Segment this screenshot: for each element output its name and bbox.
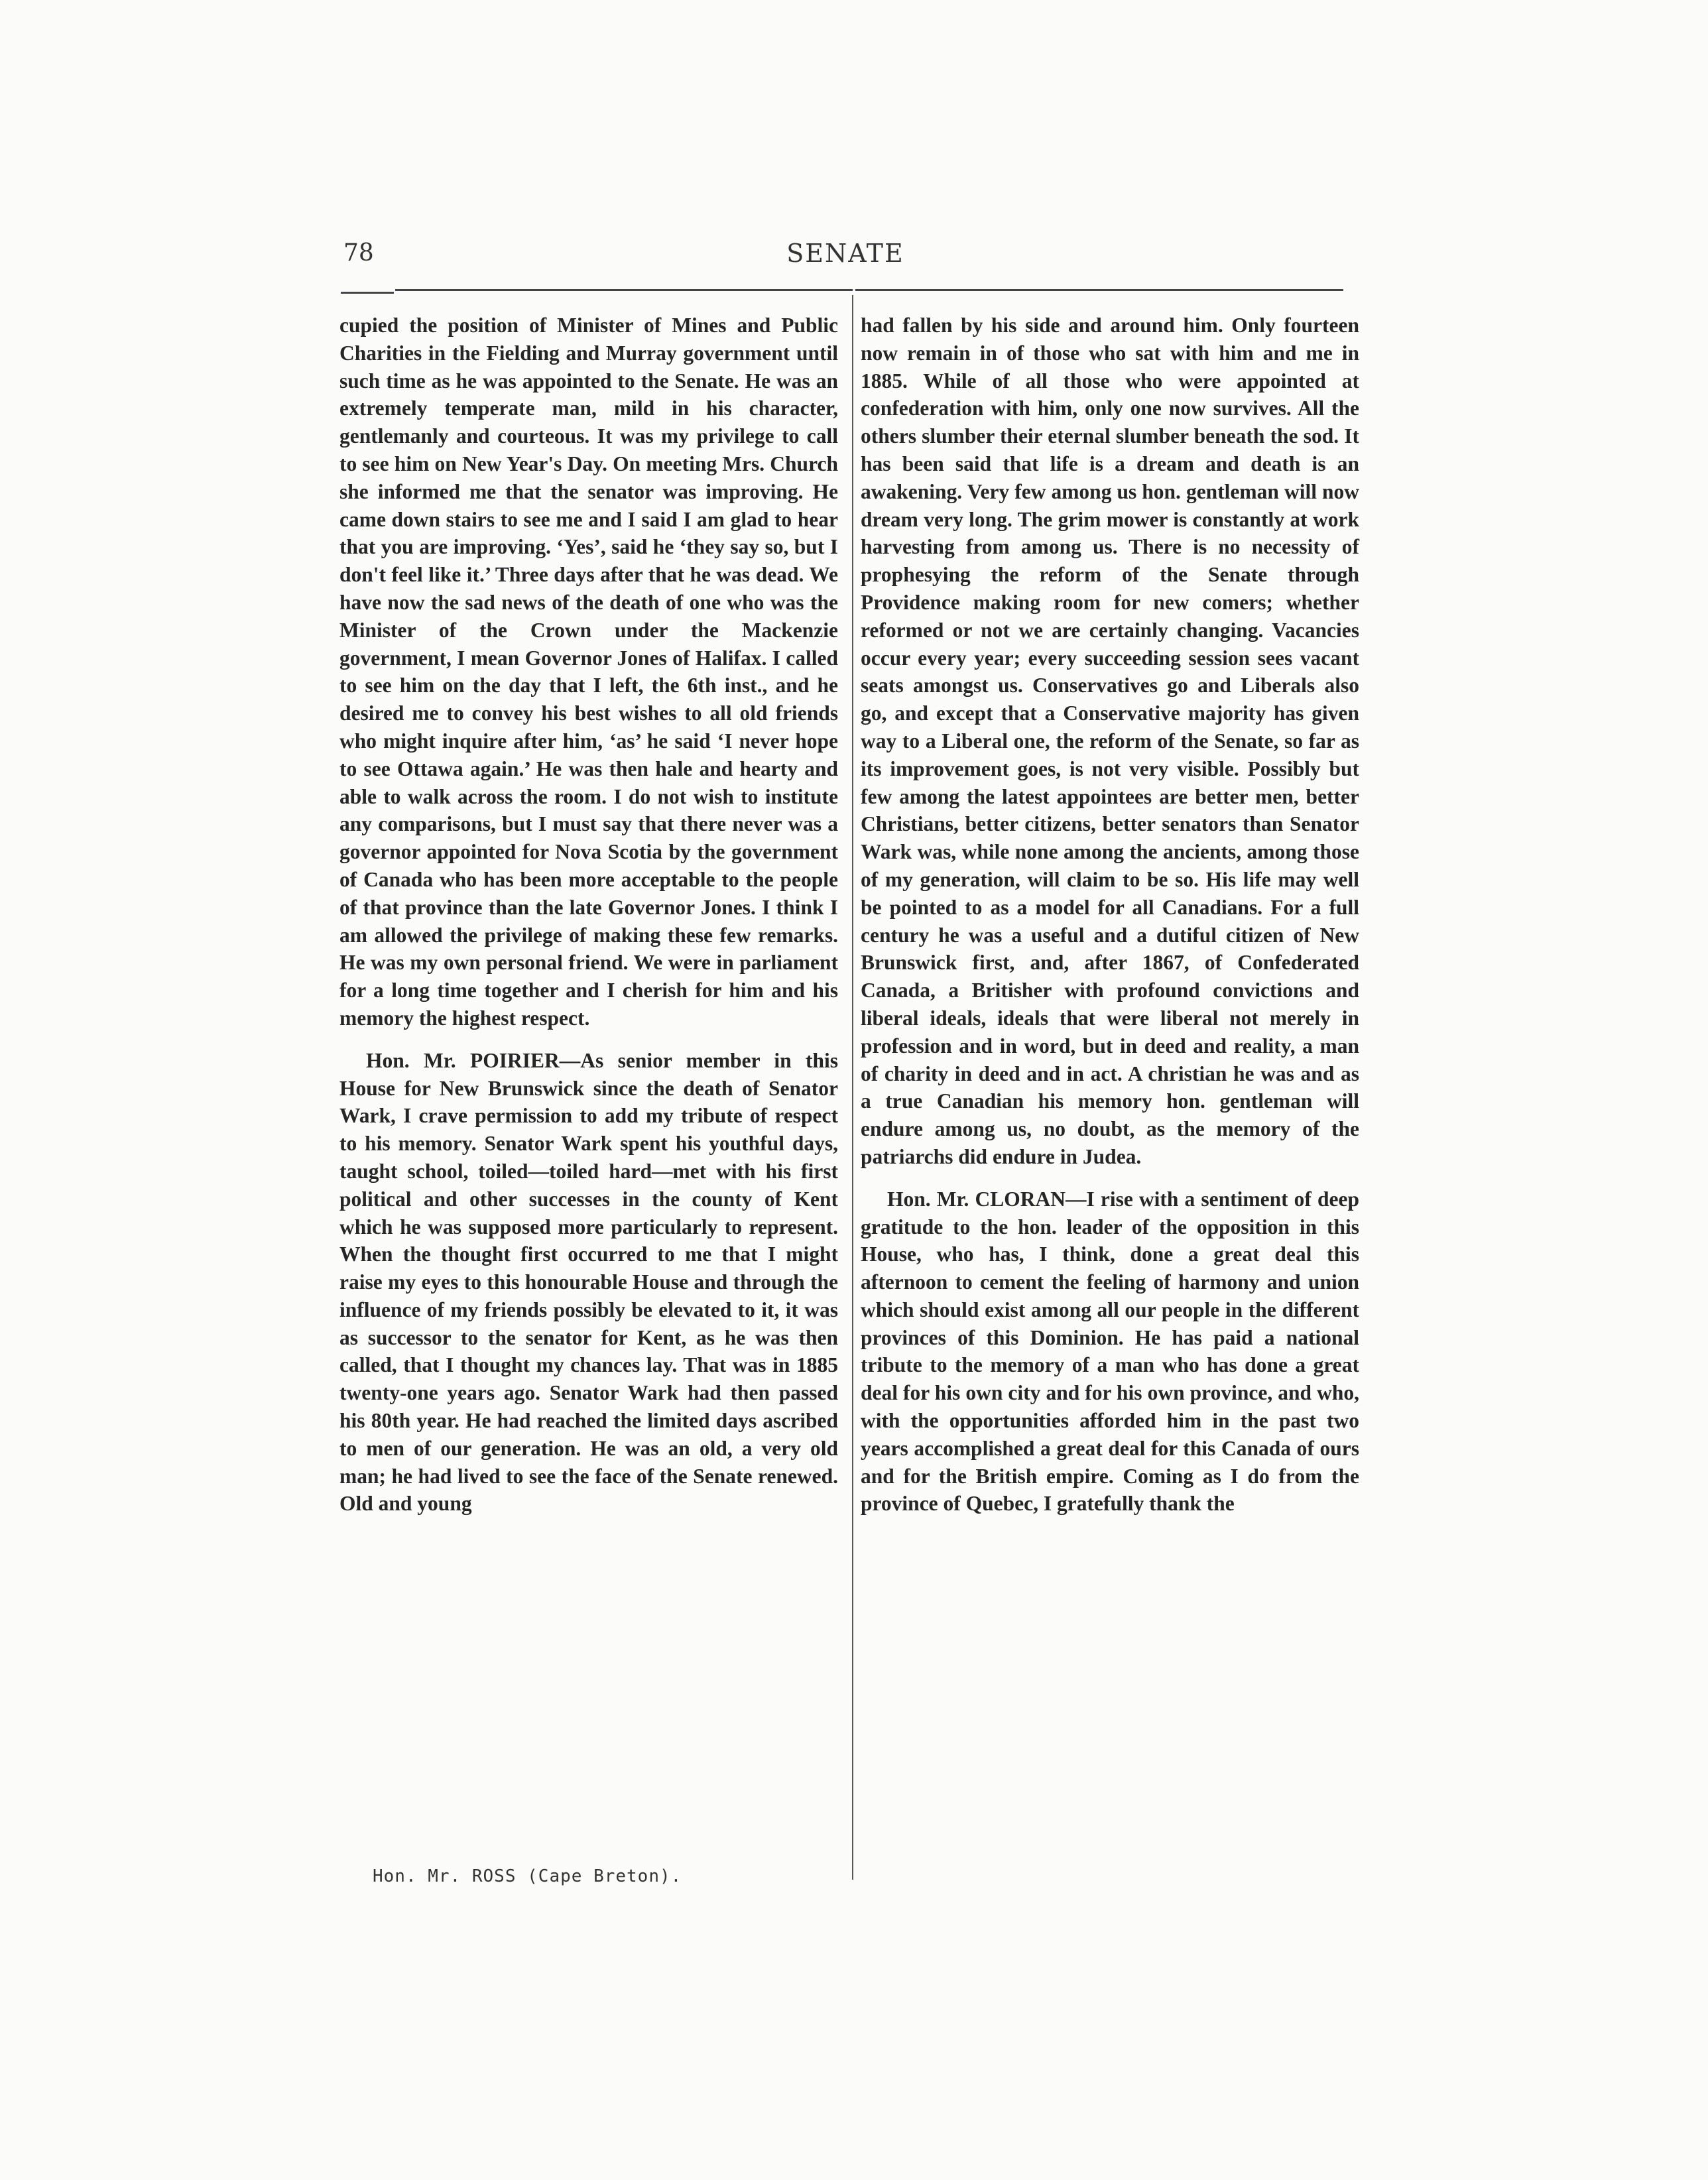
page-number: 78 xyxy=(343,239,374,267)
header-rule-right xyxy=(855,289,1343,291)
right-paragraph-continued: had fallen by his side and around him. Only fourteen now remain in of those who sat with him and me in 1885. While of all those who were appointed at confederation with him, only one now survives. All the others slumber their eternal slumber beneath the sod. It has been said that life is a dream and death is an awakening. Very few among us hon. gentleman will now dream very long. The grim mower is constantly at work harvesting from among us. There is no necessity of prophesying the reform of the Senate through Providence making room for new comers; whether reformed or not we are certainly changing. Vacancies occur every year; every succeeding session sees vacant seats amongst us. Conservatives go and Liberals also go, and except that a Conservative majority has given way to a Liberal one, the reform of the Senate, so far as its improvement goes, is not very visible. Possibly but few among the latest appointees are better men, better Christians, better citizens, better senators than Senator Wark was, while none among the ancients, among those of my generation, will claim to be so. His life may well be pointed to as a model for all Canadians. For a full century he was a useful and a dutiful citizen of New Brunswick first, and, after 1867, of Confederated Canada, a Britisher with profound convictions and liberal ideals, ideals that were liberal not merely in profession and in word, but in deed and reality, a man of charity in deed and in act. A christian he was and as a true Canadian his memory hon. gentleman will endure among us, no doubt, as the memory of the patriarchs did endure in Judea. xyxy=(861,314,1359,1168)
speaker-footer-note: Hon. Mr. ROSS (Cape Breton). xyxy=(373,1866,682,1886)
running-head: SENATE xyxy=(786,239,904,268)
page-header xyxy=(343,233,1347,273)
left-column xyxy=(339,312,838,1518)
poirier-speech: Hon. Mr. POIRIER—As senior member in this House for New Brunswick since the death of Senator Wark, I crave permission to add my tribute of respect to his memory. Senator Wark spent his youthful days, taught school, toiled—toiled hard—met with his first political and other successes in the county of Kent which he was supposed more particularly to represent. When the thought first occurred to me that I might raise my eyes to this honourable House and through the influence of my friends possibly be elevated to it, it was as successor to the senator for Kent, as he was then called, that I thought my chances lay. That was in 1885 twenty-one years ago. Senator Wark had then passed his 80th year. He had reached the limited days ascribed to men of our generation. He was an old, a very old man; he had lived to see the face of the Senate renewed. Old and young xyxy=(339,1048,838,1516)
right-column xyxy=(861,312,1359,1518)
header-rule-left-short xyxy=(341,292,394,294)
header-rule-left xyxy=(395,289,853,291)
column-divider xyxy=(852,295,853,1880)
cloran-speech: Hon. Mr. CLORAN—I rise with a sentiment of deep gratitude to the hon. leader of the opposition in this House, who has, I think, done a great deal this afternoon to cement the feeling of harmony and union which should exist among all our people in the different provinces of this Dominion. He has paid a national tribute to the memory of a man who has done a great deal for his own city and for his own province, and who, with the opportunities afforded him in the past two years accomplished a great deal for this Canada of ours and for the British empire. Coming as I do from the province of Quebec, I gratefully thank the xyxy=(861,1187,1359,1516)
left-paragraph-continued: cupied the position of Minister of Mines and Public Charities in the Fielding and Murray government until such time as he was appointed to the Senate. He was an extremely temperate man, mild in his character, gentlemanly and courteous. It was my privilege to call to see him on New Year's Day. On meeting Mrs. Church she informed me that the senator was improving. He came down stairs to see me and I said I am glad to hear that you are improving. ‘Yes’, said he ‘they say so, but I don't feel like it.’ Three days after that he was dead. We have now the sad news of the death of one who was the Minister of the Crown under the Mackenzie government, I mean Governor Jones of Halifax. I called to see him on the day that I left, the 6th inst., and he desired me to convey his best wishes to all old friends who might inquire after him, ‘as’ he said ‘I never hope to see Ottawa again.’ He was then hale and hearty and able to walk across the room. I do not wish to institute any comparisons, but I must say that there never was a governor appointed for Nova Scotia by the government of Canada who has been more acceptable to the people of that province than the late Governor Jones. I think I am allowed the privilege of making these few remarks. He was my own personal friend. We were in parliament for a long time together and I cherish for him and his memory the highest respect. xyxy=(339,314,838,1030)
